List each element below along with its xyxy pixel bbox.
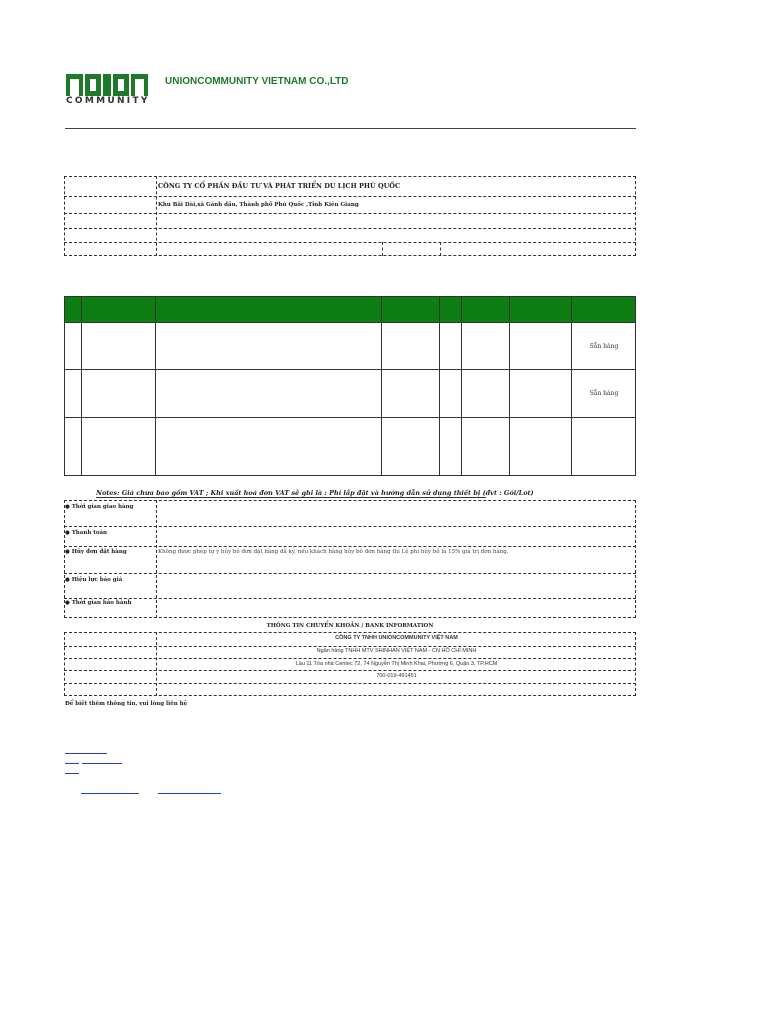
customer-row-divider xyxy=(64,228,636,229)
column-divider xyxy=(155,297,156,475)
bank-row-divider xyxy=(64,658,636,659)
customer-col-divider xyxy=(156,176,157,256)
logo-community-text: COMMUNITY xyxy=(66,96,150,106)
bank-account-name: CÔNG TY TNHH UNIONCOMMUNITY VIỆT NAM xyxy=(335,635,458,641)
header-divider xyxy=(65,128,636,129)
column-divider xyxy=(509,297,510,475)
bank-name: Ngân hàng TNHH MTV SHINHAN VIỆT NAM - CN HỒ CHÍ MINH xyxy=(316,648,477,654)
pricing-notes: Notes: Giá chưa bao gồm VAT ; Khi xuất hoá đơn VAT sẽ ghi là : Phí lắp đặt và hướng dẫn sử dụng thiết bị (đvt : Gói/Lot) xyxy=(96,489,534,497)
bank-info-title: THÔNG TIN CHUYỂN KHOẢN / BANK INFORMATION xyxy=(266,623,434,629)
bank-account-number: 700-019-491451 xyxy=(376,673,417,679)
column-divider xyxy=(381,297,382,475)
customer-cell-divider xyxy=(382,242,383,256)
column-divider xyxy=(81,297,82,475)
conditions-row-divider xyxy=(64,526,636,527)
bank-address: Lầu 11 Tòa nhà Centec 72, 74 Nguyễn Thị Minh Khai, Phường 6, Quận 3, TP.HCM xyxy=(295,661,498,667)
logo-letter-u xyxy=(66,74,83,96)
column-divider xyxy=(571,297,572,475)
product-table-header xyxy=(65,297,635,322)
column-divider xyxy=(439,297,440,475)
contact-link[interactable] xyxy=(82,763,122,764)
product-table xyxy=(64,296,636,476)
customer-cell-divider xyxy=(440,242,441,256)
row-divider xyxy=(64,417,636,418)
bank-row-divider xyxy=(64,646,636,647)
union-logo xyxy=(66,74,148,96)
table-row-status: Sẵn hàng xyxy=(589,343,619,350)
condition-validity-label: ● Hiệu lực báo giá xyxy=(65,577,123,583)
customer-row-divider xyxy=(64,213,636,214)
row-divider xyxy=(64,322,636,323)
contact-link[interactable] xyxy=(65,763,79,764)
conditions-row-divider xyxy=(64,598,636,599)
bank-row-divider xyxy=(64,670,636,671)
bank-row-divider xyxy=(64,683,636,684)
notes-underline xyxy=(96,497,486,498)
contact-link[interactable] xyxy=(65,753,107,754)
condition-delivery-label: ● Thời gian giao hàng xyxy=(65,504,134,510)
row-divider xyxy=(64,369,636,370)
customer-row-divider xyxy=(64,242,636,243)
condition-cancel-label: ● Hủy đơn đặt hàng xyxy=(65,549,127,555)
condition-cancel-value: Không được phép tự ý hủy bỏ đơn đặt hàng đã ký, nếu khách hàng hủy bỏ đơn hàng thì Lệ phí hủy bỏ là 15% giá trị đơn hàng. xyxy=(158,549,509,555)
condition-warranty-label: ● Thời gian bảo hành xyxy=(65,600,132,606)
logo-letter-n xyxy=(85,74,102,96)
column-divider xyxy=(461,297,462,475)
company-name: UNIONCOMMUNITY VIETNAM CO.,LTD xyxy=(165,76,349,87)
contact-link[interactable] xyxy=(158,793,221,794)
contact-link[interactable] xyxy=(81,793,139,794)
conditions-row-divider xyxy=(64,546,636,547)
logo-letter-n2 xyxy=(131,74,148,96)
conditions-table xyxy=(64,500,636,618)
table-row-status: Sẵn hàng xyxy=(589,390,619,397)
customer-address: Khu Bãi Dài,xã Gành dầu, Thành phố Phú Quốc ,Tỉnh Kiên Giang xyxy=(158,202,359,208)
contact-link[interactable] xyxy=(65,773,79,774)
customer-company: CÔNG TY CỔ PHẦN ĐẦU TƯ VÀ PHÁT TRIỂN DU LỊCH PHÚ QUỐC xyxy=(158,182,401,190)
customer-row-divider xyxy=(64,196,636,197)
logo-letter-o xyxy=(113,74,130,96)
conditions-row-divider xyxy=(64,573,636,574)
logo-letter-i xyxy=(103,74,110,96)
condition-payment-label: ● Thanh toán xyxy=(65,530,108,536)
contact-note: Để biết thêm thông tin, vui lòng liên hệ xyxy=(65,701,188,707)
conditions-col-divider xyxy=(156,500,157,618)
